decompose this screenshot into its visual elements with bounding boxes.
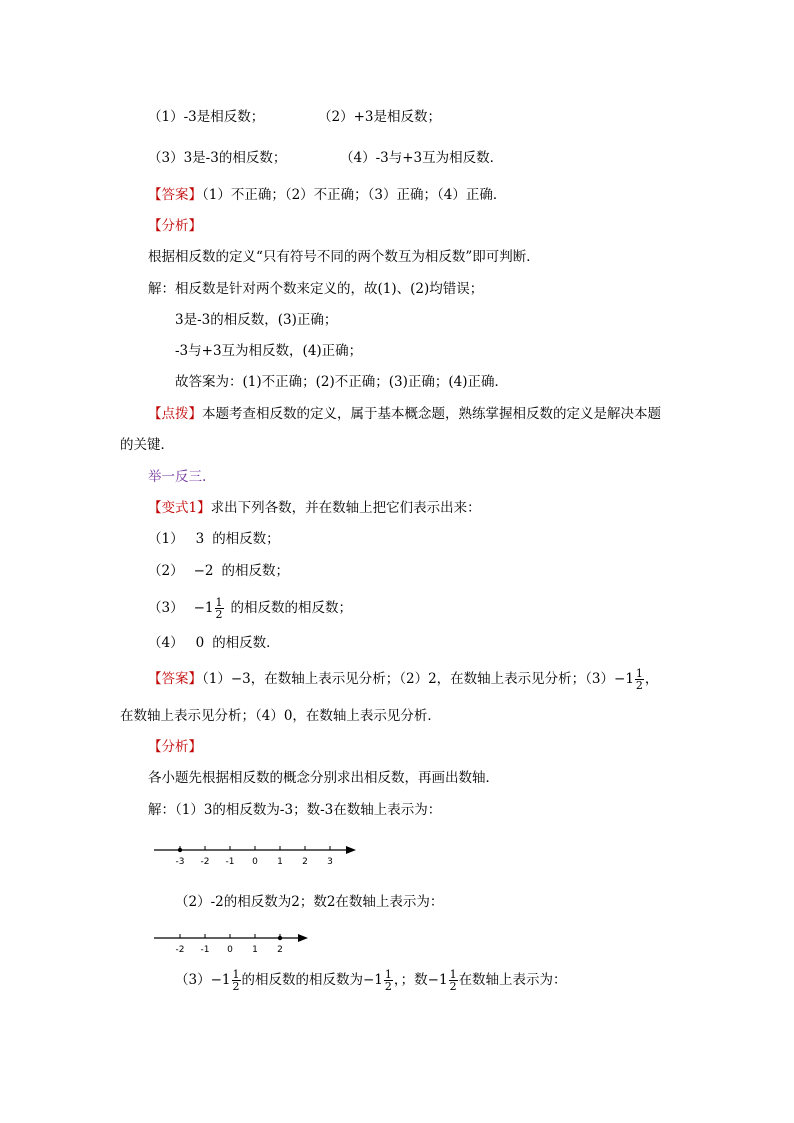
axis-point bbox=[178, 848, 182, 852]
item-value: −1 bbox=[193, 600, 214, 616]
solution2-line-1: 解：（1）3的相反数为-3；数-3在数轴上表示为： bbox=[148, 802, 442, 818]
item-value: −2 bbox=[193, 563, 214, 579]
practice-item-1 bbox=[148, 529, 280, 549]
text: 在数轴上表示为： bbox=[458, 972, 567, 988]
solution-line-3: -3与+3互为相反数，(4)正确； bbox=[175, 343, 363, 359]
item-number: （1） bbox=[148, 531, 184, 547]
answer-tag: 【答案】 bbox=[148, 187, 202, 203]
axis-tick-label: 2 bbox=[302, 857, 308, 867]
axis-point bbox=[278, 936, 282, 940]
solution-line-1: 解：相反数是针对两个数来定义的，故(1)、(2)均错误； bbox=[148, 281, 484, 297]
axis-tick-label: 3 bbox=[327, 857, 333, 867]
practice-prompt: 求出下列各数，并在数轴上把它们表示出来： bbox=[210, 500, 481, 516]
axis-tick-label: 2 bbox=[277, 945, 283, 955]
tip-line-1 bbox=[148, 404, 661, 424]
practice-heading: 举一反三. bbox=[148, 469, 207, 485]
fraction: $\frac{1}{2}$ bbox=[232, 968, 240, 993]
answer-line bbox=[148, 185, 506, 205]
item-number: （2） bbox=[148, 563, 184, 579]
axis-tick-label: 0 bbox=[227, 945, 233, 955]
axis-tick-label: -3 bbox=[175, 857, 185, 867]
question-item-4: （4）-3与+3互为相反数． bbox=[340, 150, 504, 166]
answer2-end: ， bbox=[644, 671, 659, 687]
axis-tick-label: -1 bbox=[225, 857, 235, 867]
practice-item-2 bbox=[148, 561, 289, 581]
practice-item-4 bbox=[148, 633, 280, 653]
item-text: 的相反数． bbox=[212, 635, 280, 651]
item-text: 的相反数的相反数； bbox=[230, 600, 352, 616]
practice-prompt-line bbox=[148, 498, 481, 518]
question-item-2: （2）+3是相反数； bbox=[318, 109, 441, 125]
axis-tick-label: -2 bbox=[175, 945, 185, 955]
item-value: 3 bbox=[195, 531, 205, 547]
item-number: （3） bbox=[148, 600, 184, 616]
analysis-text: 根据相反数的定义“只有符号不同的两个数互为相反数”即可判断． bbox=[148, 249, 540, 265]
tip-tag: 【点拨】 bbox=[148, 406, 202, 422]
answer2-line-2: 在数轴上表示见分析；（4）0，在数轴上表示见分析． bbox=[120, 708, 441, 724]
solution-line-4: 故答案为：(1)不正确；(2)不正确；(3)正确；(4)正确． bbox=[175, 374, 508, 390]
axis-tick-label: 1 bbox=[252, 945, 258, 955]
text: （3）−1 bbox=[175, 972, 231, 988]
axis-tick-label: 1 bbox=[277, 857, 283, 867]
axis-tick-label: -1 bbox=[200, 945, 210, 955]
practice-tag: 【变式1】 bbox=[148, 500, 211, 516]
item-number: （4） bbox=[148, 635, 184, 651]
answer2-text: （1）−3，在数轴上表示见分析；（2）2，在数轴上表示见分析；（3）−1 bbox=[202, 671, 634, 687]
solution2-line-2: （2）-2的相反数为2；数2在数轴上表示为： bbox=[175, 894, 444, 910]
answer-text: （1）不正确；（2）不正确；（3）正确；（4）正确． bbox=[202, 187, 507, 203]
tip-text-2: 的关键． bbox=[120, 437, 174, 453]
item-text: 的相反数； bbox=[221, 563, 289, 579]
question-item-3: （3）3是-3的相反数； bbox=[148, 150, 287, 166]
analysis2-tag: 【分析】 bbox=[148, 739, 202, 755]
question-item-1: （1）-3是相反数； bbox=[148, 109, 265, 125]
solution2-line-3 bbox=[175, 966, 567, 994]
number-line-2 bbox=[148, 926, 318, 958]
number-line-1 bbox=[148, 838, 368, 870]
tip-text-1: 本题考查相反数的定义，属于基本概念题，熟练掌握相反数的定义是解决本题 bbox=[202, 406, 661, 422]
axis-tick-label: -2 bbox=[200, 857, 210, 867]
solution-line-2: 3是-3的相反数，(3)正确； bbox=[175, 312, 338, 328]
fraction: $\frac{1}{2}$ bbox=[215, 596, 223, 621]
item-value: 0 bbox=[195, 635, 205, 651]
fraction: $\frac{1}{2}$ bbox=[449, 968, 457, 993]
text: 的相反数的相反数为−1 bbox=[241, 972, 383, 988]
item-text: 的相反数； bbox=[212, 531, 280, 547]
answer2-line-1 bbox=[148, 665, 658, 693]
text: ，；数−1 bbox=[393, 972, 448, 988]
answer2-tag: 【答案】 bbox=[148, 671, 202, 687]
axis-tick-label: 0 bbox=[252, 857, 258, 867]
analysis2-text: 各小题先根据相反数的概念分别求出相反数，再画出数轴． bbox=[148, 770, 499, 786]
practice-item-3 bbox=[148, 594, 352, 622]
analysis-tag: 【分析】 bbox=[148, 218, 202, 234]
fraction: $\frac{1}{2}$ bbox=[384, 968, 392, 993]
fraction: $\frac{1}{2}$ bbox=[635, 667, 643, 692]
